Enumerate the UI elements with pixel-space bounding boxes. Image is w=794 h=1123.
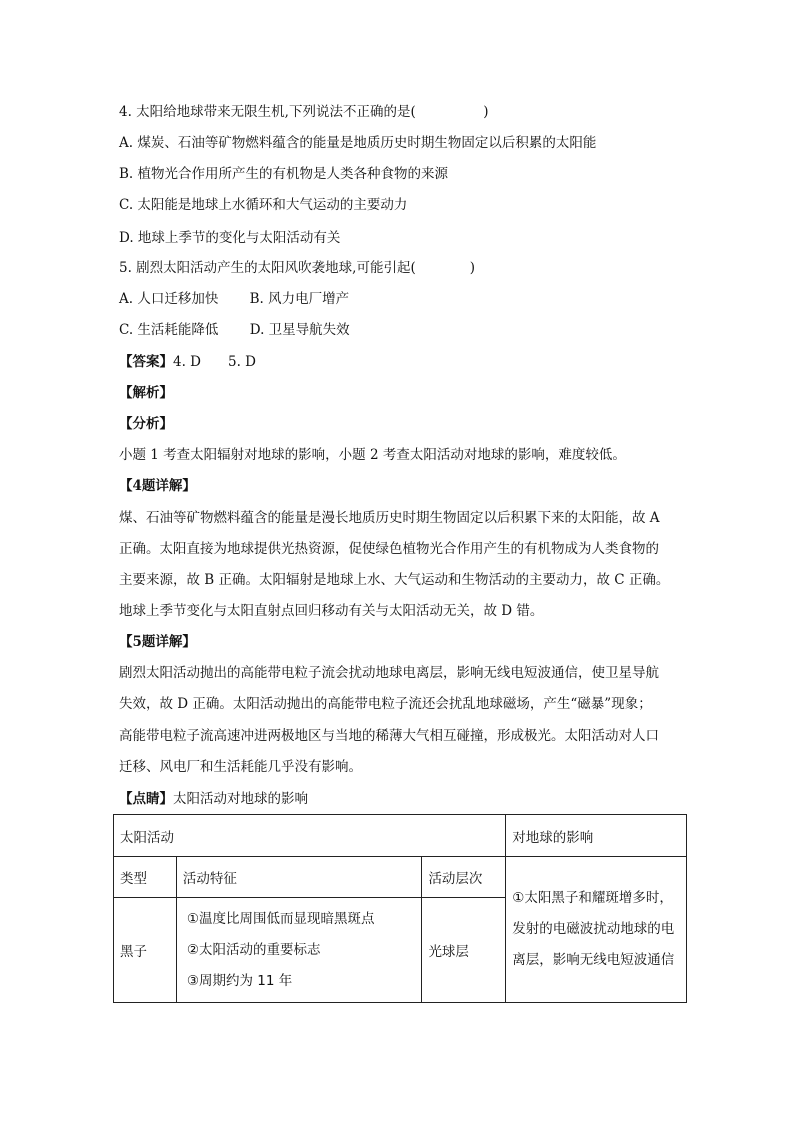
- fenxi-text: 小题 1 考查太阳辐射对地球的影响，小题 2 考查太阳活动对地球的影响，难度较低。: [119, 447, 626, 463]
- fenxi-heading: 【分析】: [119, 416, 173, 432]
- feature-item: ②太阳活动的重要标志: [186, 941, 321, 958]
- table-col-type: 类型: [114, 857, 177, 898]
- dianjing-label: 【点睛】: [119, 791, 173, 807]
- table-col-feature: 活动特征: [176, 857, 422, 898]
- table-col-layer: 活动层次: [422, 857, 506, 898]
- answer-text: 4. D 5. D: [173, 354, 256, 370]
- question-4-option-d: D. 地球上季节的变化与太阳活动有关: [119, 230, 341, 246]
- detail4-heading: 【4题详解】: [119, 478, 196, 494]
- feature-item: ①温度比周围低而显现暗黑斑点: [186, 910, 375, 927]
- detail4-line: 地球上季节变化与太阳直射点回归移动有关与太阳活动无关，故 D 错。: [119, 603, 544, 619]
- table-cell-type: 黑子: [114, 898, 177, 1003]
- detail4-line: 正确。太阳直接为地球提供光热资源，促使绿色植物光合作用产生的有机物成为人类食物的: [119, 541, 659, 557]
- question-4-stem: 4. 太阳给地球带来无限生机,下列说法不正确的是( ): [119, 104, 489, 120]
- answer-label: 【答案】: [119, 354, 173, 370]
- solar-activity-table: [113, 814, 687, 1003]
- dianjing-line: [119, 789, 308, 809]
- detail5-line: 高能带电粒子流高速冲进两极地区与当地的稀薄大气相互碰撞，形成极光。太阳活动对人口: [119, 728, 659, 744]
- question-4-option-a: A. 煤炭、石油等矿物燃料蕴含的能量是地质历史时期生物固定以后积累的太阳能: [119, 135, 597, 151]
- answer-line: [119, 352, 256, 372]
- table-cell-features: [176, 898, 422, 1003]
- detail4-line: 主要来源，故 B 正确。太阳辐射是地球上水、大气运动和生物活动的主要动力，故 C 正确。: [119, 572, 670, 588]
- question-5-stem: 5. 剧烈太阳活动产生的太阳风吹袭地球,可能引起( ): [119, 260, 475, 276]
- table-header-earth-effect: 对地球的影响: [506, 815, 687, 857]
- table-cell-layer: 光球层: [422, 898, 506, 1003]
- table-header-solar-activity: 太阳活动: [114, 815, 506, 857]
- dianjing-text: 太阳活动对地球的影响: [173, 791, 308, 807]
- analysis-heading: 【解析】: [119, 385, 173, 401]
- question-4-option-c: C. 太阳能是地球上水循环和大气运动的主要动力: [119, 197, 408, 213]
- detail5-heading: 【5题详解】: [119, 634, 196, 650]
- question-5-options-ab: A. 人口迁移加快 B. 风力电厂增产: [119, 291, 350, 307]
- detail5-line: 迁移、风电厂和生活耗能几乎没有影响。: [119, 759, 362, 775]
- question-5-options-cd: C. 生活耗能降低 D. 卫星导航失效: [119, 322, 350, 338]
- detail5-line: 失效，故 D 正确。太阳活动抛出的高能带电粒子流还会扰乱地球磁场，产生“磁暴”现象；: [119, 696, 652, 712]
- detail5-line: 剧烈太阳活动抛出的高能带电粒子流会扰动地球电离层，影响无线电短波通信，使卫星导航: [119, 665, 659, 681]
- question-4-option-b: B. 植物光合作用所产生的有机物是人类各种食物的来源: [119, 166, 449, 182]
- feature-item: ③周期约为 11 年: [186, 972, 293, 989]
- table-cell-effect: ①太阳黑子和耀斑增多时，发射的电磁波扰动地球的电离层，影响无线电短波通信: [506, 857, 687, 1003]
- detail4-line: 煤、石油等矿物燃料蕴含的能量是漫长地质历史时期生物固定以后积累下来的太阳能，故 A: [119, 510, 660, 526]
